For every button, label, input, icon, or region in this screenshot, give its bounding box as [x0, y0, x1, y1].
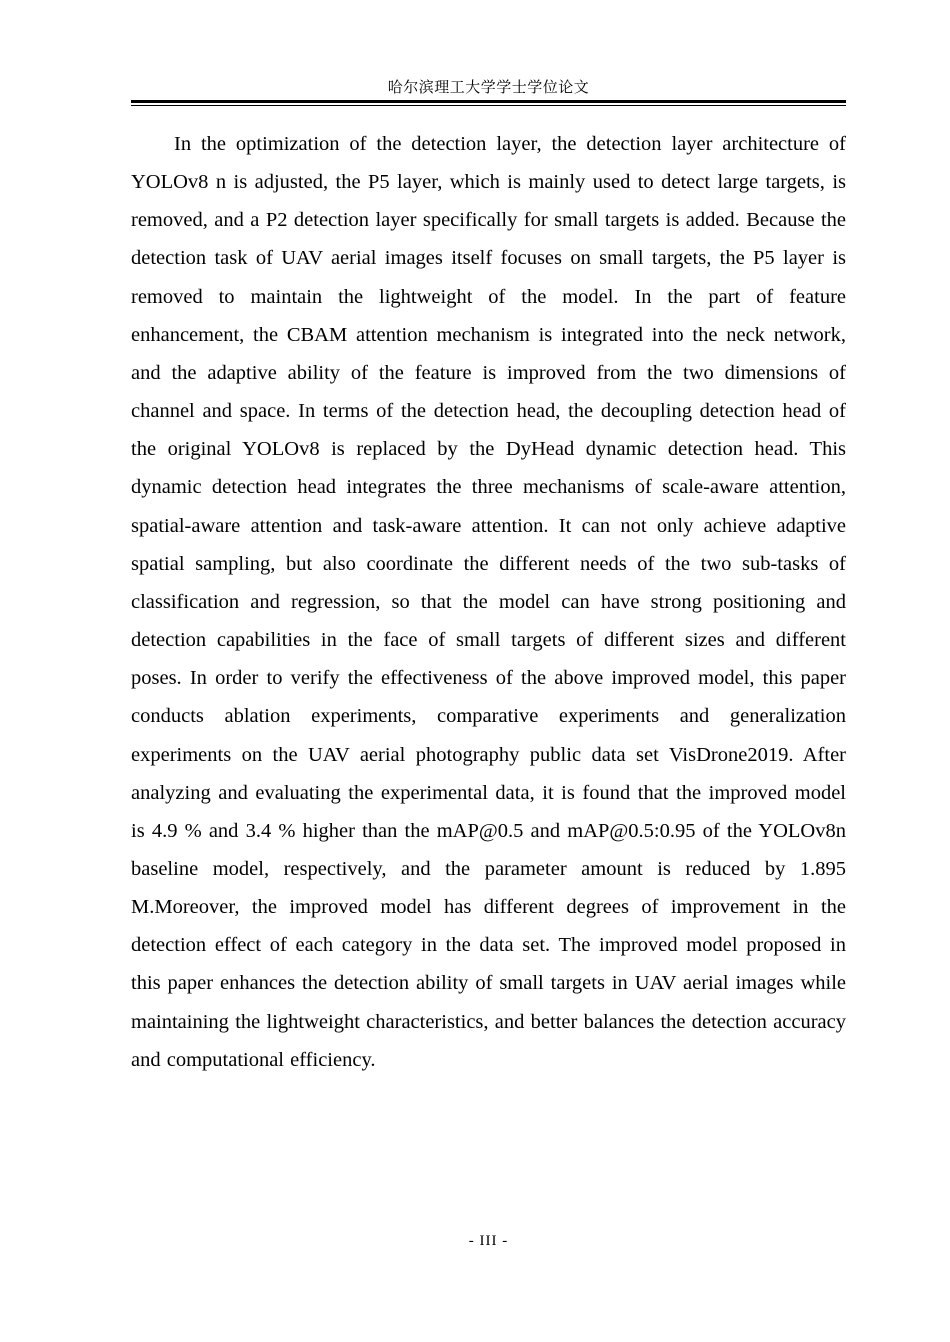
abstract-paragraph: In the optimization of the detection layer, the detection layer architecture of YOLOv8 n is adjusted, the P5 layer, which is mainly used to detect large targets, is removed, and a P2 detection layer specifically for small targets is added. Because the detection task of UAV aerial images itself focuses on small targets, the P5 layer is removed to maintain the lightweight of the model. In the part of feature enhancement, the CBAM attention mechanism is integrated into the neck network, and the adaptive ability of the feature is improved from the two dimensions of channel and space. In terms of the detection head, the decoupling detection head of the original YOLOv8 is replaced by the DyHead dynamic detection head. This dynamic detection head integrates the three mechanisms of scale-aware attention, spatial-aware attention and task-aware attention. It can not only achieve adaptive spatial sampling, but also coordinate the different needs of the two sub-tasks of classification and regression, so that the model can have strong positioning and detection capabilities in the face of small targets of different sizes and different poses. In order to verify the effectiveness of the above improved model, this paper conducts ablation experiments, comparative experiments and generalization experiments on the UAV aerial photography public data set VisDrone2019. After analyzing and evaluating the experimental data, it is found that the improved model is 4.9 % and 3.4 % higher than the mAP@0.5 and mAP@0.5:0.95 of the YOLOv8n baseline model, respectively, and the parameter amount is reduced by 1.895 M.Moreover, the improved model has different degrees of improvement in the detection effect of each category in the data set. The improved model proposed in this paper enhances the detection ability of small targets in UAV aerial images while maintaining the lightweight characteristics, and better balances the detection accuracy and computational efficiency. — [131, 133, 846, 1071]
page-number: - III - — [468, 1233, 509, 1249]
running-header: 哈尔滨理工大学学士学位论文 — [387, 80, 590, 96]
header-rule-thick — [131, 100, 846, 103]
header-rule-thin — [131, 105, 846, 106]
